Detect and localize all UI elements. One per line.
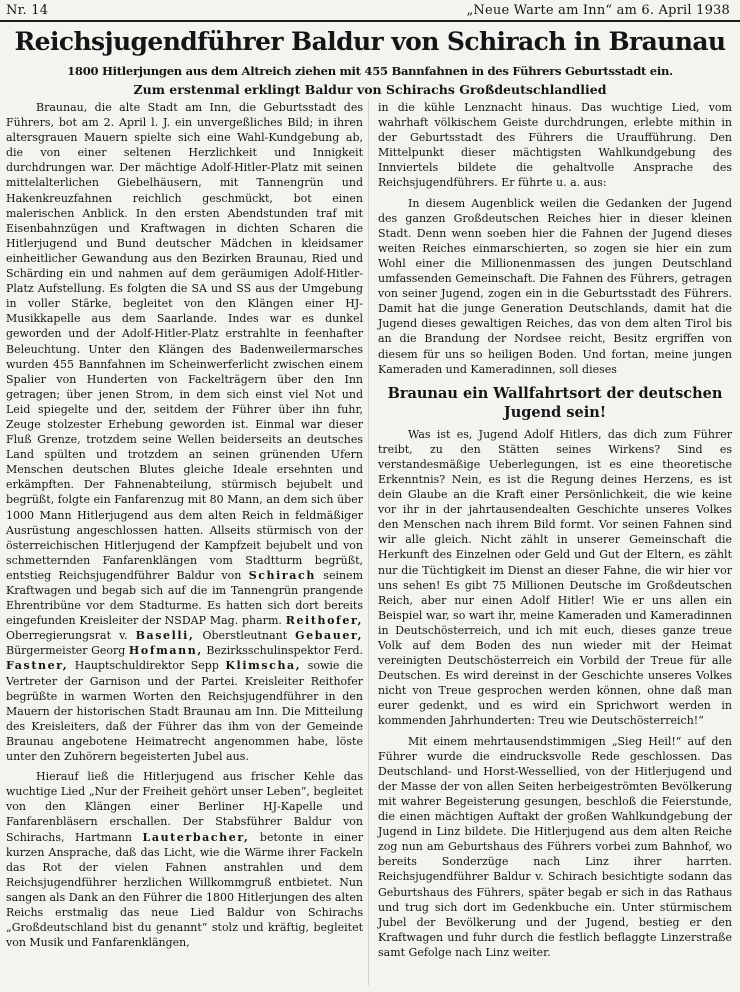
paragraph-text: sowie die Vertreter der Garnison und der Partei. Kreisleiter Reithofer begrüßte in warmen Worten den Reichsjugendführer in den Mauern der historischen Stadt Braunau am Inn. Die Mitteilung des Kreisleiters, daß der Führer das ihm von der Gemeinde Braunau angebotene Heimatrecht angenommen habe, löste unter den Zuhörern begeisterten Jubel aus.	[6, 659, 364, 764]
person-name: Schirach	[248, 568, 316, 582]
left-column	[6, 100, 363, 950]
paragraph-text: Hierauf ließ die Hitlerjugend aus frischer Kehle das wuchtige Lied „Nur der Freiheit gehört unser Leben“, begleitet von den Klängen einer Berliner HJ-Kapelle und Fanfarenbläsern erschallen. Der Stabsführer Baldur von Schirachs, Hartmann	[6, 770, 363, 844]
person-name: Reithofer,	[285, 614, 363, 628]
masthead-rule	[0, 20, 740, 22]
paragraph	[6, 769, 363, 950]
paper-name-date: „Neue Warte am Inn“ am 6. April 1938	[466, 3, 730, 18]
paragraph: In diesem Augenblick weilen die Gedanken der Jugend des ganzen Großdeutschen Reiches hier in dieser kleinen Stadt. Denn wenn soeben hier die Fahnen der Jugend dieses weiten Reiches einmarschierten, so zogen sie hier ein zum Wohl einer die Millionenmassen des jungen Deutschland umfassenden Gemeinschaft. Die Fahnen des Führers, getragen von seiner Jugend, zogen ein in die Geburtsstadt des Führers. Damit hat die junge Generation Deutschlands, damit hat die Jugend dieses gewaltigen Reiches, das von dem alten Tirol bis an die Brandung der Nordsee reicht, Besitz ergriffen von diesem für uns so heiligen Boden. Und fortan, meine jungen Kameraden und Kameradinnen, soll dieses	[378, 196, 732, 376]
paragraph	[6, 100, 363, 764]
person-name: Fastner,	[6, 659, 69, 673]
paragraph-text: Oberregierungsrat v.	[6, 629, 128, 643]
section-heading: Braunau ein Wallfahrtsort der deutschen Jugend sein!	[387, 384, 723, 421]
issue-number: Nr. 14	[6, 3, 49, 18]
article-headline: Reichsjugendführer Baldur von Schirach in Braunau	[14, 27, 726, 56]
paragraph-text: seinem Kraftwagen und begab sich auf die im Tannengrün prangende Ehrentribüne vor dem Stadturme. Es hatten sich dort bereits eingefunden Kreisleiter der NSDAP Mag. pharm.	[6, 568, 363, 628]
person-name: Lauterbacher,	[142, 830, 250, 844]
paragraph: Mit einem mehrtausendstimmigen „Sieg Heil!“ auf den Führer wurde die eindrucksvolle Rede geschlossen. Das Deutschland- und Horst-Wessellied, von der Hitlerjugend und der Masse der von allen Seiten herbeigeströmten Bevölkerung mit wahrer Begeisterung gesungen, beschloß die Feierstunde, die einen mächtigen Auftakt der großen Wahlkundgebung der Jugend in Linz bildete. Die Hitlerjugend aus dem alten Reiche zog nun am Geburtshaus des Führers vorbei zum Bahnhof, wo bereits Sonderzüge nach Linz ihrer harrten. Reichsjugendführer Baldur v. Schirach besichtigte sodann das Geburtshaus des Führers, später begab er sich in das Rathaus und trug sich dort im Gedenkbuche ein. Unter stürmischem Jubel der Bevölkerung und der Jugend, bestieg er den Kraftwagen und fuhr durch die festlich beflaggte Linzerstraße samt Gefolge nach Linz weiter.	[378, 734, 732, 959]
paragraph-text: Oberstleutnant	[202, 629, 288, 643]
paragraph-text: Hauptschuldirektor Sepp	[74, 659, 219, 673]
article-subheadline-secondary: Zum erstenmal erklingt Baldur von Schirachs Großdeutschlandlied	[133, 82, 607, 97]
column-divider	[368, 100, 369, 985]
right-column	[378, 100, 732, 960]
person-name: Gebauer,	[295, 629, 364, 643]
article-subheadline: 1800 Hitlerjungen aus dem Altreich ziehen mit 455 Bannfahnen in des Führers Geburtsstadt ein.	[67, 64, 673, 78]
person-name: Baselli,	[135, 629, 195, 643]
masthead	[4, 0, 736, 18]
paragraph: in die kühle Lenznacht hinaus. Das wuchtige Lied, vom wahrhaft völkischem Geiste durchdrungen, erlebte mithin in der Geburtsstadt des Führers die Uraufführung. Den Mittelpunkt dieser mächtigsten Wahlkundgebung des Innviertels bildete die gehaltvolle Ansprache des Reichsjugendführers. Er führte u. a. aus:	[378, 101, 732, 190]
paragraph-text: Braunau, die alte Stadt am Inn, die Geburtsstadt des Führers, bot am 2. April l. J. ein unvergeßliches Bild; in ihren altersgrauen Mauern spielte sich eine Wahl-Kundgebung ab, die von einer seltenen Herzlichkeit und Innigkeit durchdrungen war. Der mächtige Adolf-Hitler-Platz mit seinen mittelalterlichen Giebelhäusern, mit Tannengrün und Hakenkreuzfahnen reichlich geschmückt, bot einen malerischen Anblick. In den ersten Abendstunden traf mit Eisenbahnzügen und Kraftwagen in dichten Scharen die Hitlerjugend und Bund deutscher Mädchen in kleidsamer einheitlicher Gewandung aus den Bezirken Braunau, Ried und Schärding ein und nahmen auf dem geräumigen Adolf-Hitler-Platz Aufstellung. Es folgten die SA und SS aus der Umgebung in voller Stärke, begleitet von den Klängen einer HJ-Musikkapelle aus dem Saarlande. Indes war es dunkel geworden und der Adolf-Hitler-Platz erstrahlte in feenhafter Beleuchtung. Unter den Klängen des Badenweilermarsches wurden 455 Bannfahnen im Scheinwerferlicht zwischen einem Spalier von Hunderten von Fackelträgern über den Inn getragen; über jenen Strom, in dem sich einst viel Not und Leid spiegelte und der, seitdem der Führer über ihn fuhr, Zeuge stolzester Erhebung geworden ist. Einmal war dieser Fluß Grenze, trotzdem seine Wellen beiderseits an deutsches Land spülten und trotzdem an seinen grünenden Ufern Menschen deutschen Blutes gleiche Ideale ersehnten und erkämpften. Der Fahnenabteilung, stürmisch bejubelt und begrüßt, folgte ein Fanfarenzug mit 80 Mann, an dem sich über 1000 Mann Hitlerjugend aus dem alten Reich in feldmäßiger Ausrüstung angeschlossen hatten. Allseits stürmisch von der österreichischen Hitlerjugend der Kampfzeit bejubelt und von schmetternden Fanfarenklängen vom Stadtturm begrüßt, entstieg Reichsjugendführer Baldur von	[6, 101, 363, 582]
person-name: Klimscha,	[225, 659, 302, 673]
paragraph-text: Bürgermeister Georg	[6, 644, 126, 658]
paragraph-text: Bezirksschulinspektor Ferd.	[206, 644, 363, 658]
paragraph-text: betonte in einer kurzen Ansprache, daß das Licht, wie die Wärme ihrer Fackeln das Rot der vielen Fahnen anstrahlen und dem Reichsjugendführer herzlichen Willkommgruß entbietet. Nun sangen als Dank an den Führer die 1800 Hitlerjungen des alten Reichs erstmalig das neue Lied Baldur von Schirachs „Großdeutschland bist du genannt“ stolz und kräftig, begleitet von Musik und Fanfarenklängen,	[6, 830, 364, 950]
person-name: Hofmann,	[128, 644, 203, 658]
paragraph: Was ist es, Jugend Adolf Hitlers, das dich zum Führer treibt, zu den Stätten seines Wirkens? Sind es verstandesmäßige Ueberlegungen, ist es eine theoretische Erkenntnis? Nein, es ist die Regung deines Herzens, es ist dein Glaube an die Kraft einer Persönlichkeit, die wie keine vor ihr in der jahrtausendealten Geschichte unseres Volkes den Menschen nach ihrem Bild formt. Vor seinen Fahnen sind wir alle gleich. Nicht zählt in unserer Gemeinschaft die Herkunft des Einzelnen oder Geld und Gut der Eltern, es zählt nur die Tüchtigkeit im Dienst an dieser Fahne, die wir hier vor uns sehen! Es gibt 75 Millionen Deutsche im Großdeutschen Reich, aber nur einen Adolf Hitler! Wie er uns allen ein Beispiel war, so wart ihr, meine Kameraden und Kameradinnen in Deutschösterreich, und ich mit euch, dieses ganze treue Volk auf dem Boden des nun wieder mit der Heimat vereinigten Deutschösterreich ein Vorbild der Treue für alle Deutschen. Es wird dereinst in der Geschichte unseres Volkes nicht von Treue gesprochen werden können, ohne daß man eurer gedenkt, und es wird ein Sprichwort werden in kommenden Jahrhunderten: Treu wie Deutschösterreich!“	[378, 427, 732, 728]
